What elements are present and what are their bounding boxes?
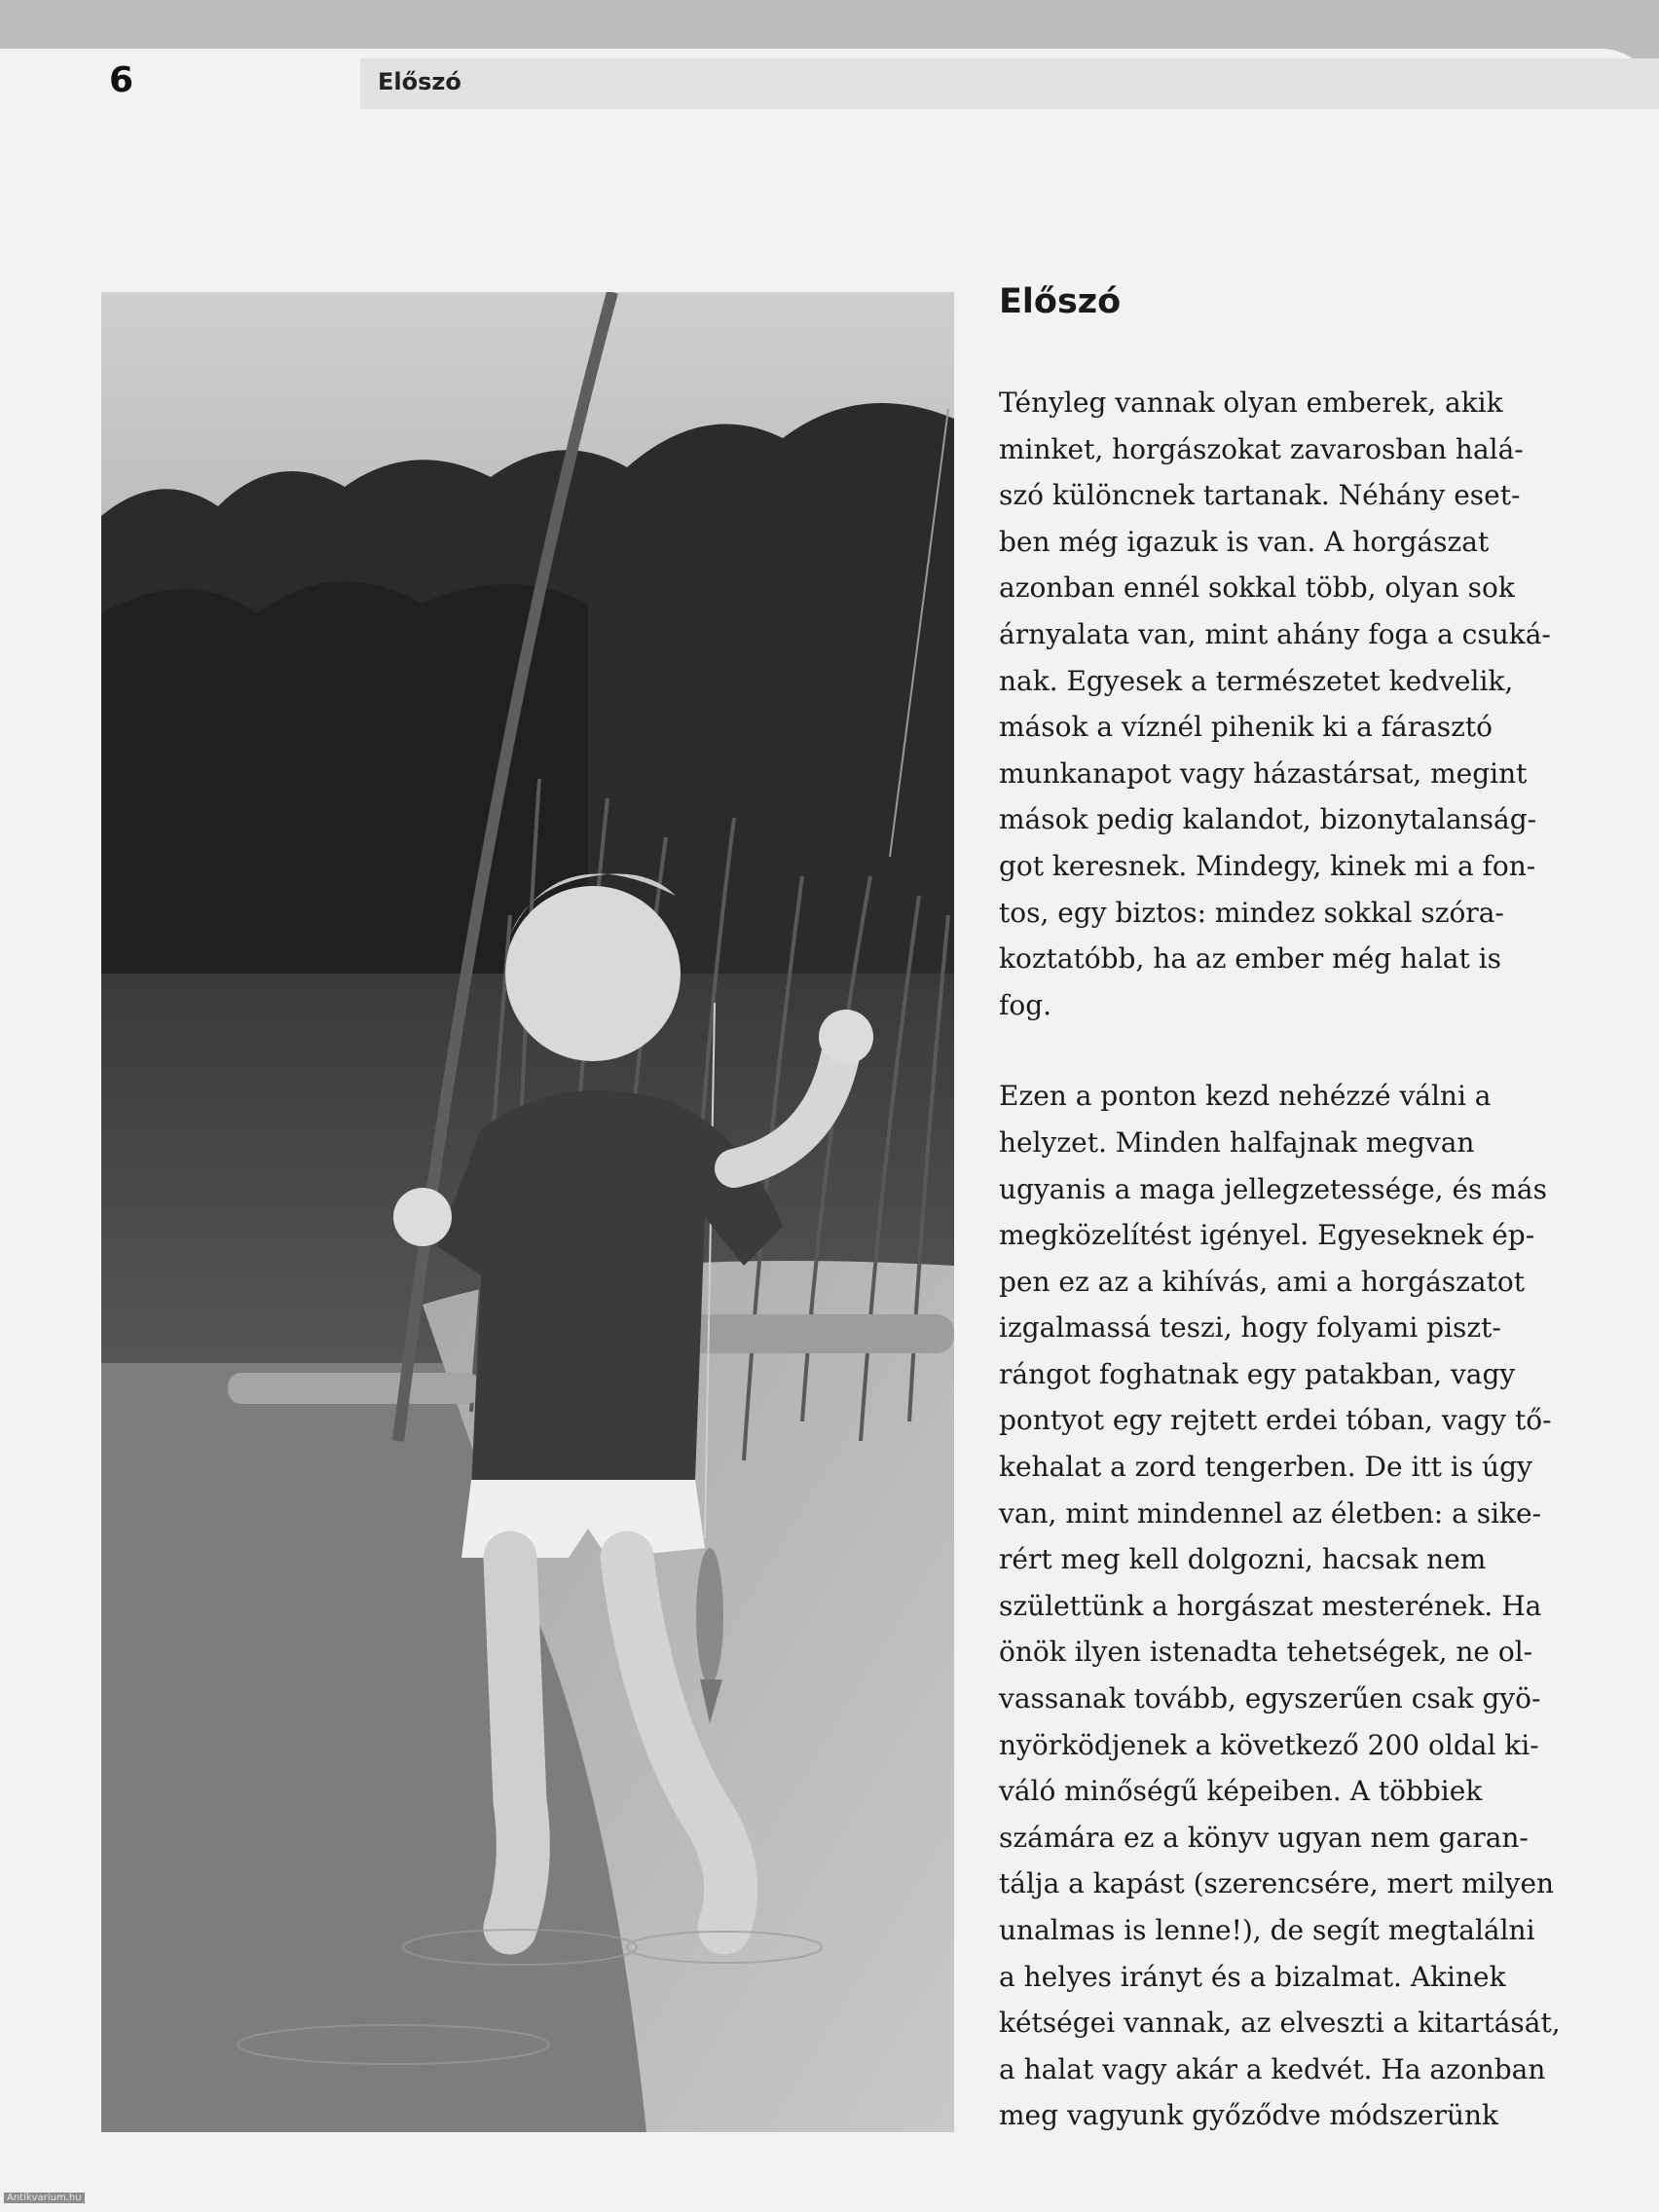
- text-line: minket, horgászokat zavarosban halá-: [999, 432, 1524, 465]
- text-line: megközelítést igényel. Egyeseknek ép-: [999, 1219, 1535, 1252]
- text-line: ugyanis a maga jellegzetessége, és más: [999, 1172, 1547, 1205]
- text-line: mások pedig kalandot, bizonytalanság-: [999, 803, 1537, 836]
- photo-child-fishing: [101, 292, 954, 2132]
- text-line: önök ilyen istenadta tehetségek, ne ol-: [999, 1636, 1533, 1669]
- text-line: rért meg kell dolgozni, hacsak nem: [999, 1543, 1487, 1576]
- photo-child-fishing-icon: [101, 292, 954, 2132]
- text-line: meg vagyunk győződve módszerünk: [999, 2099, 1498, 2132]
- text-line: nak. Egyesek a természetet kedvelik,: [999, 664, 1514, 697]
- text-line: szó különcnek tartanak. Néhány eset-: [999, 479, 1521, 512]
- text-line: mások a víznél pihenik ki a fárasztó: [999, 711, 1493, 744]
- text-line: helyzet. Minden halfajnak megvan: [999, 1125, 1475, 1159]
- text-line: kétségei vannak, az elveszti a kitartását,: [999, 2007, 1561, 2040]
- article-body: [999, 380, 1583, 2184]
- text-line: árnyalata van, mint ahány foga a csuká-: [999, 617, 1551, 650]
- text-line: izgalmassá teszi, hogy folyami piszt-: [999, 1311, 1501, 1345]
- watermark: Antikvarium.hu: [4, 2193, 85, 2203]
- text-line: azonban ennél sokkal több, olyan sok: [999, 571, 1515, 605]
- text-line: rángot foghatnak egy patakban, vagy: [999, 1357, 1516, 1390]
- text-line: Ezen a ponton kezd nehézzé válni a: [999, 1080, 1492, 1113]
- text-line: pontyot egy rejtett erdei tóban, vagy tő-: [999, 1404, 1552, 1437]
- header-band: [360, 58, 1659, 109]
- text-line: tos, egy biztos: mindez sokkal szóra-: [999, 896, 1504, 929]
- text-line: ben még igazuk is van. A horgászat: [999, 525, 1490, 558]
- text-line: nyörködjenek a következő 200 oldal ki-: [999, 1728, 1539, 1761]
- paragraph-1: [999, 380, 1583, 1028]
- text-line: kehalat a zord tengerben. De itt is úgy: [999, 1451, 1532, 1484]
- running-head: Előszó: [378, 68, 461, 95]
- text-line: számára ez a könyv ugyan nem garan-: [999, 1821, 1529, 1854]
- text-line: van, mint mindennel az életben: a sike-: [999, 1496, 1542, 1530]
- text-line: születtünk a horgászat mesterének. Ha: [999, 1589, 1542, 1622]
- paragraph-2: [999, 1073, 1583, 2139]
- text-line: váló minőségű képeiben. A többiek: [999, 1775, 1483, 1808]
- text-line: a halat vagy akár a kedvét. Ha azonban: [999, 2052, 1546, 2085]
- text-line: got keresnek. Mindegy, kinek mi a fon-: [999, 849, 1536, 882]
- text-line: Tényleg vannak olyan emberek, akik: [999, 387, 1503, 419]
- text-line: koztatóbb, ha az ember még halat is: [999, 942, 1501, 976]
- text-line: tálja a kapást (szerencsére, mert milyen: [999, 1867, 1555, 1900]
- text-line: vassanak tovább, egyszerűen csak gyö-: [999, 1682, 1541, 1715]
- page-number: 6: [109, 60, 134, 100]
- text-line: pen ez az a kihívás, ami a horgászatot: [999, 1265, 1525, 1298]
- text-line: a helyes irányt és a bizalmat. Akinek: [999, 1960, 1506, 1993]
- article-heading: Előszó: [999, 282, 1122, 321]
- text-line: unalmas is lenne!), de segít megtalálni: [999, 1914, 1535, 1946]
- text-line: fog.: [999, 988, 1052, 1021]
- text-line: munkanapot vagy házastársat, megint: [999, 756, 1528, 790]
